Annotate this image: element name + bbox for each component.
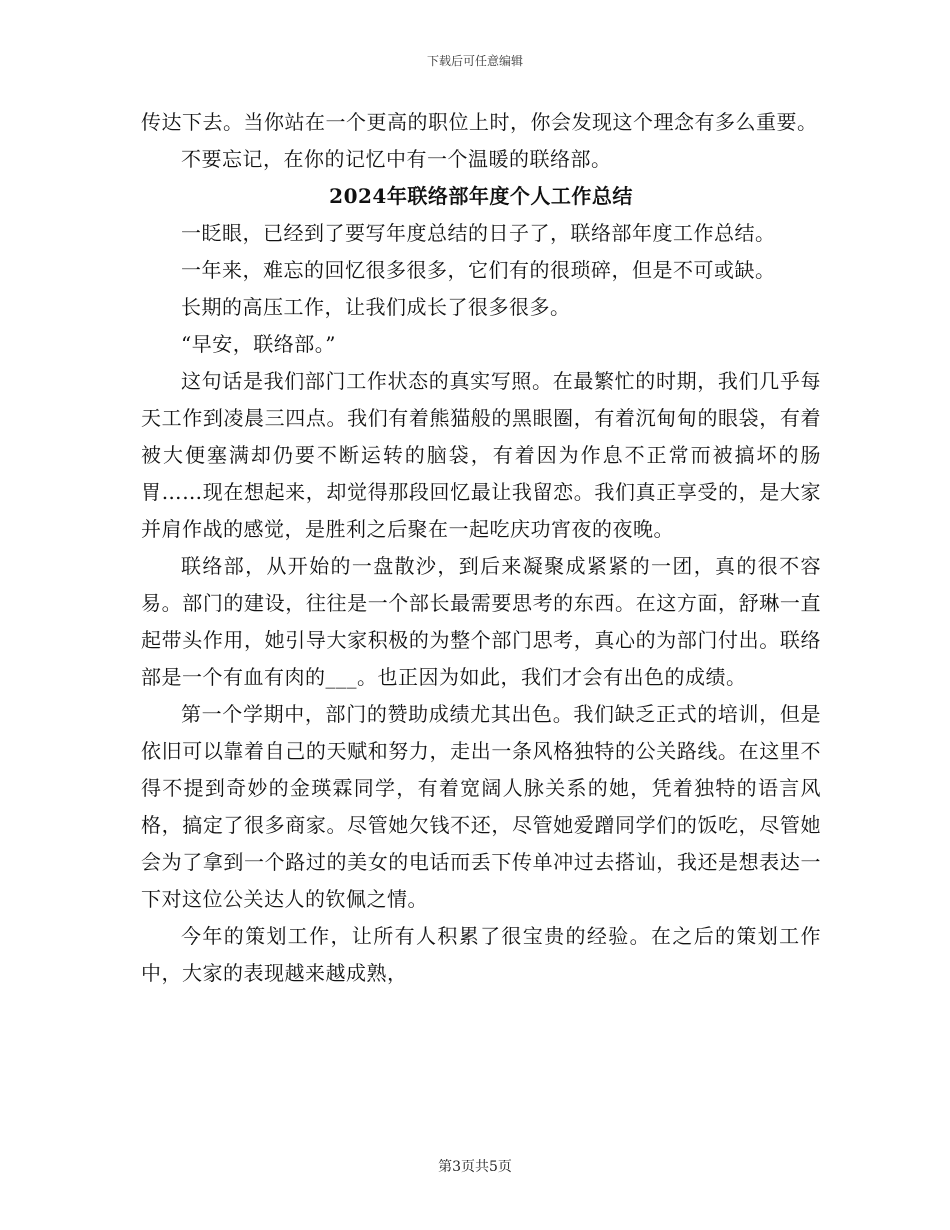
paragraph: 这句话是我们部门工作状态的真实写照。在最繁忙的时期，我们几乎每天工作到凌晨三四点。我们有着熊猫般的黑眼圈，有着沉甸甸的眼袋，有着被大便塞满却仍要不断运转的脑袋，有着因为作息不正常而被搞坏的肠胃……现在想起来，却觉得那段回忆最让我留恋。我们真正享受的，是大家并肩作战的感觉，是胜利之后聚在一起吃庆功宵夜的夜晚。 bbox=[141, 369, 821, 541]
paragraph: 传达下去。当你站在一个更高的职位上时，你会发现这个理念有多么重要。 bbox=[141, 110, 818, 134]
paragraph: 长期的高压工作，让我们成长了很多很多。 bbox=[181, 295, 571, 319]
paragraph: 今年的策划工作，让所有人积累了很宝贵的经验。在之后的策划工作中，大家的表现越来越成熟， bbox=[141, 924, 821, 985]
paragraph: 联络部，从开始的一盘散沙，到后来凝聚成紧紧的一团，真的很不容易。部门的建设，往往是一个部长最需要思考的东西。在这方面，舒琳一直起带头作用，她引导大家积极的为整个部门思考，真心的为部门付出。联络部是一个有血有肉的___。也正因为如此，我们才会有出色的成绩。 bbox=[141, 554, 821, 689]
header-note: 下载后可任意编辑 bbox=[426, 54, 523, 68]
page-number-footer: 第3页共5页 bbox=[438, 1159, 512, 1175]
paragraph: 第一个学期中，部门的赞助成绩尤其出色。我们缺乏正式的培训，但是依旧可以靠着自己的天赋和努力，走出一条风格独特的公关路线。在这里不得不提到奇妙的金瑛霖同学，有着宽阔人脉关系的她，凭着独特的语言风格，搞定了很多商家。尽管她欠钱不还，尽管她爱蹭同学们的饭吃，尽管她会为了拿到一个路过的美女的电话而丢下传单冲过去搭讪，我还是想表达一下对这位公关达人的钦佩之情。 bbox=[141, 702, 821, 911]
paragraph: “早安，联络部。” bbox=[181, 332, 336, 356]
paragraph: 一眨眼，已经到了要写年度总结的日子了，联络部年度工作总结。 bbox=[181, 221, 776, 245]
document-body bbox=[141, 104, 821, 992]
document-title: 2024年联络部年度个人工作总结 bbox=[329, 184, 633, 208]
paragraph: 不要忘记，在你的记忆中有一个温暖的联络部。 bbox=[181, 147, 612, 171]
paragraph: 一年来，难忘的回忆很多很多，它们有的很琐碎，但是不可或缺。 bbox=[181, 258, 776, 282]
